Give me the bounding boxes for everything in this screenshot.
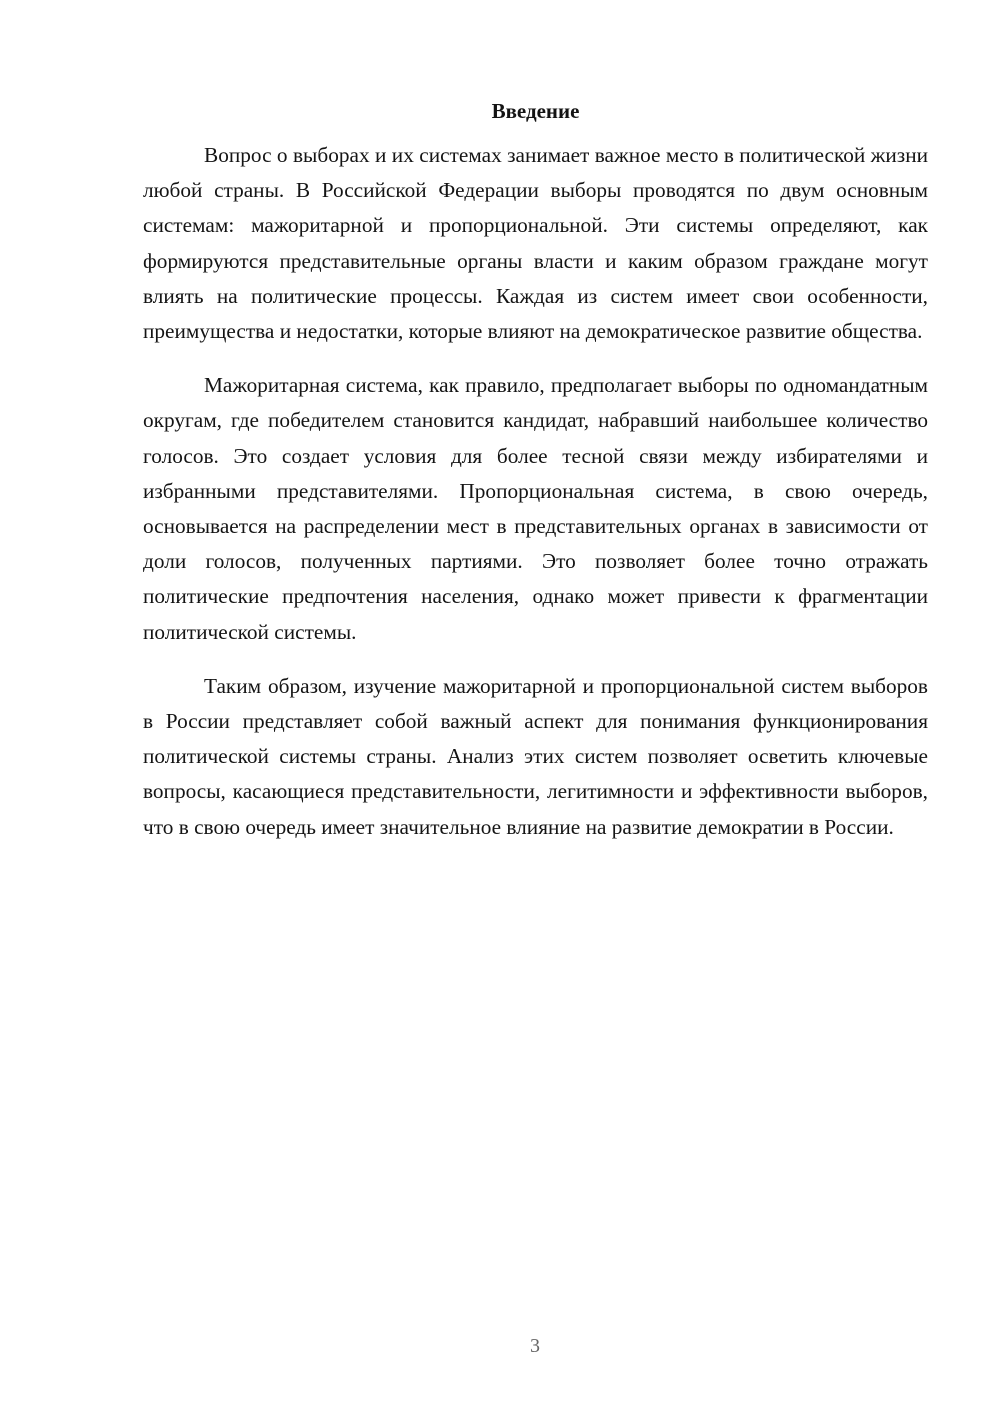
paragraph-conclusion: Таким образом, изучение мажоритарной и пропорциональной систем выборов в России представляет собой важный аспект для понимания функционирования политической системы страны. Анализ этих систем позволяет осветить ключевые вопросы, касающиеся представительности, легитимности и эффективности выборов, что в свою очередь имеет значительное влияние на развитие демократии в России. [143, 673, 928, 839]
paragraph-intro: Вопрос о выборах и их системах занимает важное место в политической жизни любой страны. В Российской Федерации выборы проводятся по двум основным системам: мажоритарной и пропорциональной. Эти системы определяют, как формируются представительные органы власти и каким образом граждане могут влиять на политические процессы. Каждая из систем имеет свои особенности, преимущества и недостатки, которые влияют на демократическое развитие общества. [143, 143, 928, 344]
page-number: 3 [530, 1335, 540, 1357]
paragraph-systems: Мажоритарная система, как правило, предполагает выборы по одномандатным округам, где победителем становится кандидат, набравший наибольшее количество голосов. Это создает условия для более тесной связи между избирателями и избранными представителями. Пропорциональная система, в свою очередь, основывается на распределении мест в представительных органах в зависимости от доли голосов, полученных партиями. Это позволяет более точно отражать политические предпочтения населения, однако может привести к фрагментации политической системы. [143, 373, 928, 644]
page-content [143, 95, 928, 864]
section-title: Введение [491, 99, 580, 123]
